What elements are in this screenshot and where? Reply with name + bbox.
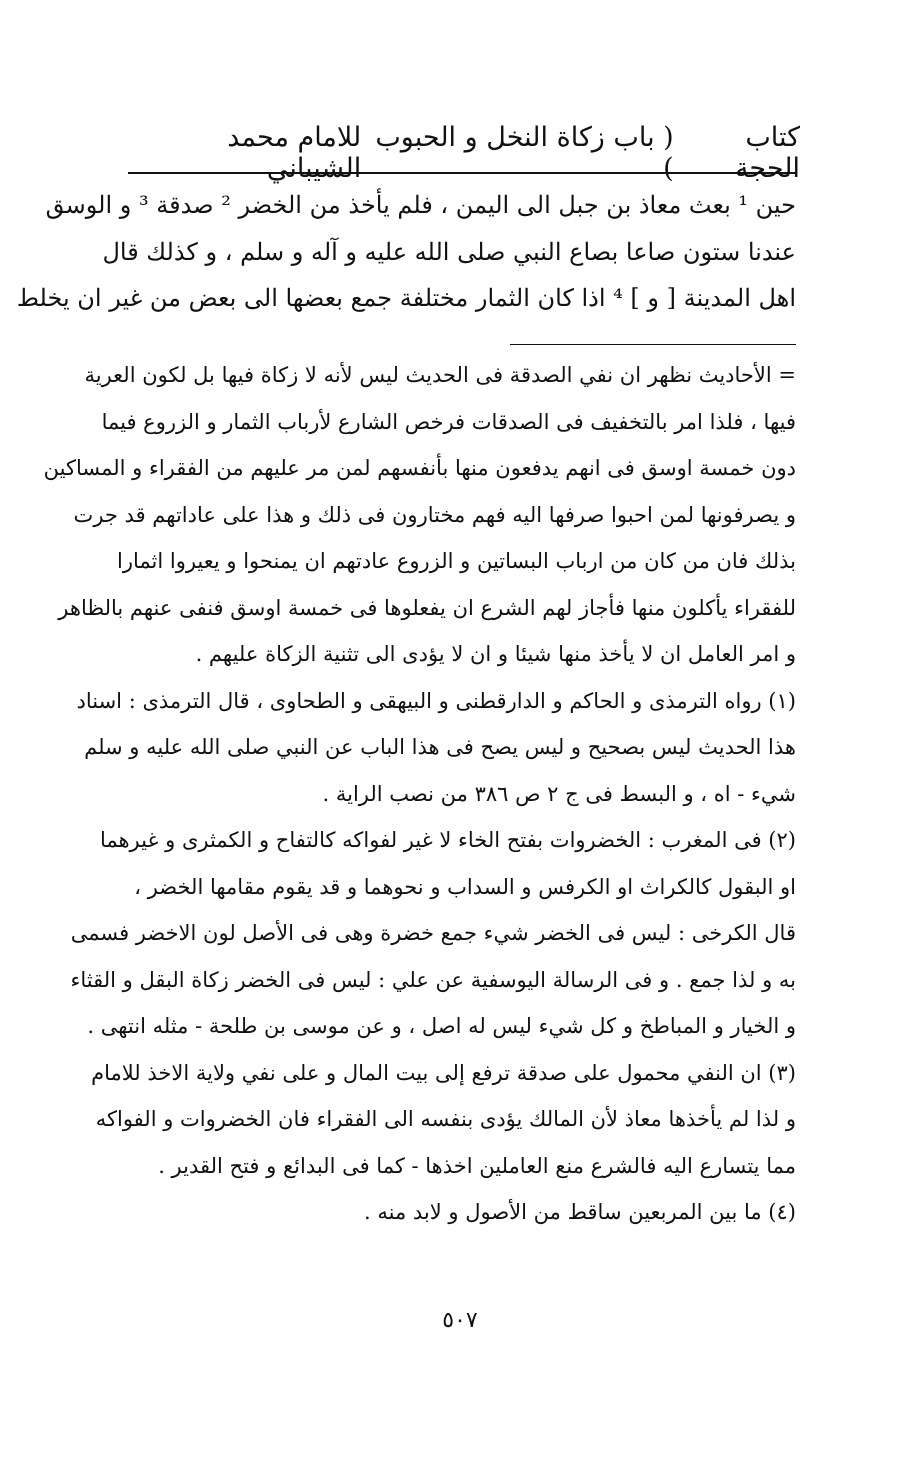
footnote-line: و يصرفونها لمن احبوا صرفها اليه فهم مختارون فى ذلك و هذا على عاداتهم قد جرت: [73, 502, 796, 527]
book-title: كتاب الحجة: [734, 122, 800, 184]
page-number: ٥٠٧: [442, 1308, 478, 1333]
footnotes: [43, 352, 796, 1236]
main-line: حين ¹ بعث معاذ بن جبل الى اليمن ، فلم يأخذ من الخضر ² صدقة ³ و الوسق: [45, 191, 796, 219]
footnote-line: فيها ، فلذا امر بالتخفيف فى الصدقات فرخص الشارع لأرباب الثمار و الزروع فيما: [101, 409, 796, 434]
footnote-line: قال الكرخى : ليس فى الخضر شيء جمع خضرة وهى فى الأصل لون الاخضر فسمى: [70, 921, 796, 945]
footnote-line: شيء - اه ، و البسط فى ج ٢ ص ٣٨٦ من نصب الراية .: [322, 781, 796, 806]
header-divider: [128, 172, 796, 174]
footnote-line: (٣) ان النفي محمول على صدقة ترفع إلى بيت المال و على نفي ولاية الاخذ للامام: [91, 1060, 796, 1085]
footnote-line: (٢) فى المغرب : الخضروات بفتح الخاء لا غير لفواكه كالتفاح و الكمثرى و غيرهما: [99, 828, 796, 852]
footnote-line: و امر العامل ان لا يأخذ منها شيئا و ان لا يؤدى الى تثنية الزكاة عليهم .: [195, 642, 796, 666]
footnote-line: مما يتسارع اليه فالشرع منع العاملين اخذها - كما فى البدائع و فتح القدير .: [158, 1153, 796, 1178]
footnote-line: (١) رواه الترمذى و الحاكم و الدارقطنى و البيهقى و الطحاوى ، قال الترمذى : اسناد: [76, 688, 796, 713]
main-line: عندنا ستون صاعا بصاع النبي صلى الله عليه و آله و سلم ، و كذلك قال: [102, 237, 796, 266]
footnote-line: و الخيار و المباطخ و كل شيء ليس له اصل ، و عن موسى بن طلحة - مثله انتهى .: [87, 1014, 796, 1038]
footnote-divider: [510, 344, 796, 345]
chapter-title: ( باب زكاة النخل و الحبوب ): [375, 122, 674, 184]
footnote-line: بذلك فان من كان من ارباب البساتين و الزروع عادتهم ان يمنحوا و يعيروا اثمارا: [116, 549, 796, 573]
main-line: اهل المدينة [ و ] ⁴ اذا كان الثمار مختلفة جمع بعضها الى بعض من غير ان يخلط: [16, 284, 796, 312]
author-name: للامام محمد الشيباني: [227, 122, 362, 184]
footnote-1: [76, 678, 796, 818]
footnote-3: [91, 1050, 796, 1190]
footnote-line: هذا الحديث ليس بصحيح و ليس يصح فى هذا الباب عن النبي صلى الله عليه و سلم: [84, 735, 796, 759]
footnote-line: او البقول كالكراث او الكرفس و السداب و نحوهما و قد يقوم مقامها الخضر ،: [134, 874, 796, 899]
running-header: [128, 122, 800, 184]
footnote-line: للفقراء يأكلون منها فأجاز لهم الشرع ان يفعلوها فى خمسة اوسق فنفى عنهم بالظاهر: [58, 595, 796, 620]
footnote-line: به و لذا جمع . و فى الرسالة اليوسفية عن علي : ليس فى الخضر زكاة البقل و القثاء: [70, 967, 796, 992]
footnote-4: [128, 1189, 796, 1236]
footnote-line: = الأحاديث نظهر ان نفي الصدقة فى الحديث ليس لأنه لا زكاة فيها بل لكون العرية: [84, 363, 796, 387]
main-text: [16, 182, 796, 322]
footnote-line: دون خمسة اوسق فى انهم يدفعون منها بأنفسهم لمن مر عليهم من الفقراء و المساكين: [43, 456, 796, 480]
footnote-line: (٤) ما بين المربعين ساقط من الأصول و لابد منه .: [364, 1200, 796, 1224]
footnote-line: و لذا لم يأخذها معاذ لأن المالك يؤدى بنفسه الى الفقراء فان الخضروات و الفواكه: [95, 1107, 796, 1131]
footnote-2: [70, 817, 796, 1050]
footnote-continuation: [43, 352, 796, 678]
